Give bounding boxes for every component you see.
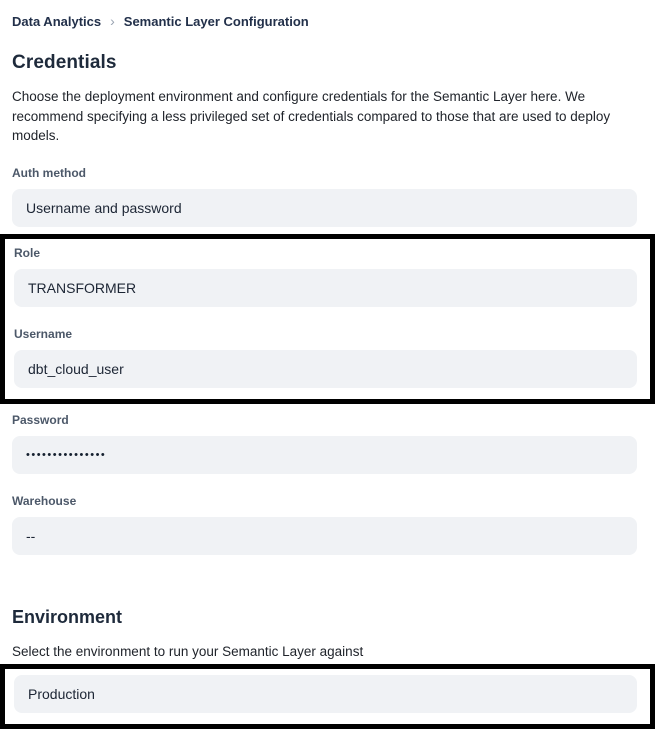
warehouse-label: Warehouse [12, 493, 77, 508]
environment-select-input[interactable]: Production [14, 675, 637, 713]
auth-method-input[interactable]: Username and password [12, 189, 637, 227]
environment-highlight-box [0, 664, 655, 729]
username-label: Username [14, 326, 73, 341]
auth-method-field [0, 166, 661, 227]
breadcrumb [0, 0, 661, 29]
role-field [14, 246, 637, 307]
auth-method-label: Auth method [12, 165, 86, 180]
credentials-section-description: Choose the deployment environment and configure credentials for the Semantic Layer here. We recommend specifying a less privileged set of credentials compared to those that are used to deploy models. [12, 89, 611, 144]
role-username-highlight-box [0, 234, 655, 404]
username-input[interactable]: dbt_cloud_user [14, 350, 637, 388]
warehouse-field [0, 494, 661, 555]
breadcrumb-item-data-analytics[interactable]: Data Analytics [12, 14, 102, 29]
password-label: Password [12, 412, 69, 427]
password-input[interactable]: ••••••••••••••• [12, 436, 637, 474]
breadcrumb-item-semantic-layer-configuration[interactable]: Semantic Layer Configuration [123, 14, 309, 29]
credentials-section-title: Credentials [12, 52, 117, 73]
environment-section-title: Environment [12, 606, 123, 627]
role-label: Role [14, 245, 41, 260]
environment-field [14, 675, 637, 713]
username-field [14, 327, 637, 388]
breadcrumb-chevron-icon: › [110, 12, 115, 29]
role-input[interactable]: TRANSFORMER [14, 269, 637, 307]
environment-section-description: Select the environment to run your Semantic Layer against [12, 643, 364, 659]
warehouse-input[interactable]: -- [12, 517, 637, 555]
password-field [0, 413, 661, 474]
